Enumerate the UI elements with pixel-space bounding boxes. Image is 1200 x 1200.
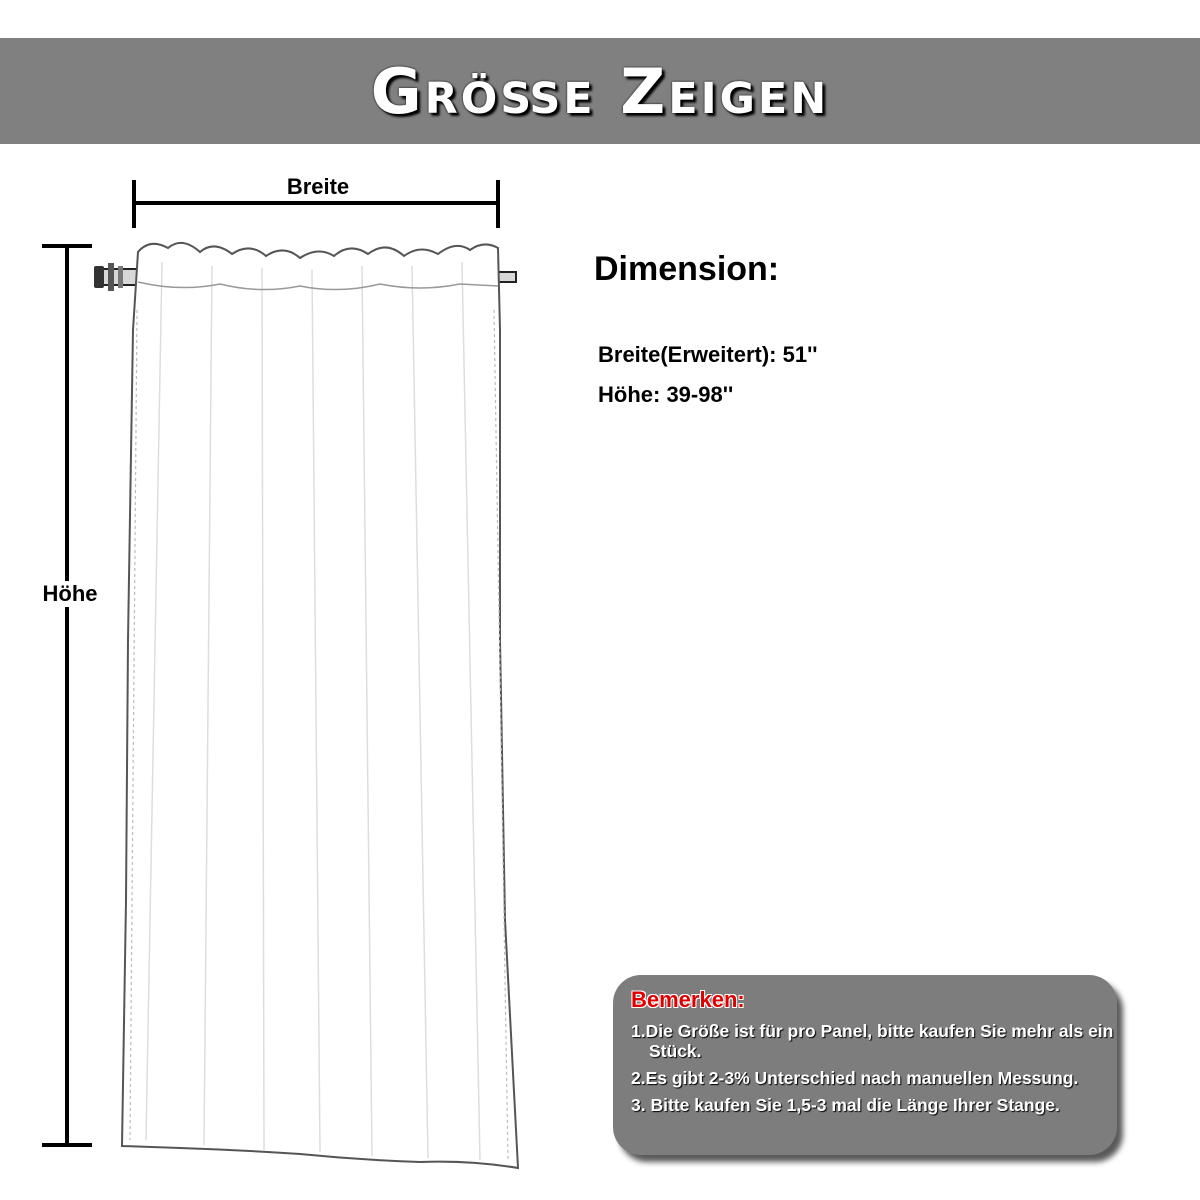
notes-title: Bemerken: — [631, 987, 745, 1012]
width-spec: Breite(Erweitert): 51'' — [598, 342, 818, 367]
notes-box — [613, 975, 1117, 1155]
dimension-title: Dimension: — [594, 250, 780, 288]
banner-title: Größe Zeigen — [370, 54, 830, 128]
height-label: Höhe — [30, 581, 110, 607]
note-item: 3. Bitte kaufen Sie 1,5-3 mal die Länge Ihrer Stange. — [631, 1095, 1060, 1115]
height-dimension-line — [42, 246, 92, 1145]
curtain-panel — [122, 243, 518, 1168]
height-spec: Höhe: 39-98'' — [598, 382, 734, 407]
note-item: 2.Es gibt 2-3% Unterschied nach manuellen Messung. — [631, 1068, 1079, 1088]
note-item: 1.Die Größe ist für pro Panel, bitte kaufen Sie mehr als ein Stück. — [631, 1021, 1114, 1061]
width-label: Breite — [286, 174, 350, 199]
